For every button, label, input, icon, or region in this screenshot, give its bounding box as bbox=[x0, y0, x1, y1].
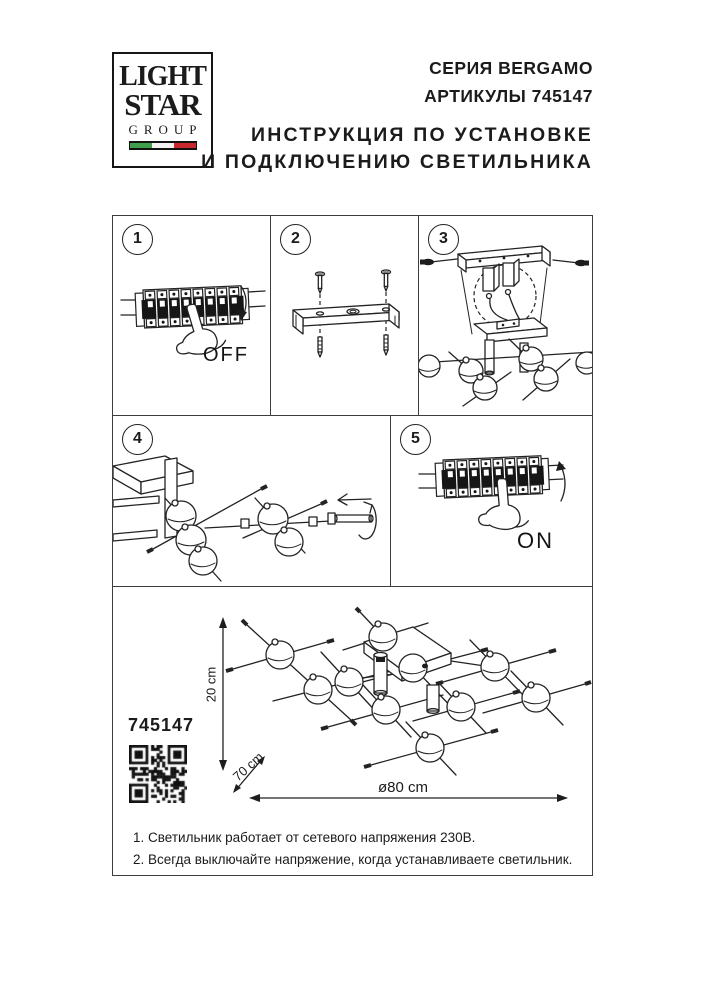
instruction-title-line2: И ПОДКЛЮЧЕНИЮ СВЕТИЛЬНИКА bbox=[201, 151, 593, 173]
header-block bbox=[201, 54, 593, 176]
depth-dimension-label: 70 cm bbox=[229, 749, 267, 784]
off-label: OFF bbox=[203, 344, 249, 366]
step-number-badge: 3 bbox=[428, 224, 459, 255]
lamp-spheres bbox=[166, 500, 303, 575]
height-dimension-label: 20 cm bbox=[203, 666, 219, 703]
canopy-icon bbox=[474, 318, 547, 342]
wire bbox=[509, 295, 520, 320]
diagram-panel bbox=[112, 586, 593, 876]
ceiling-bracket-icon bbox=[293, 304, 399, 334]
instruction-title bbox=[201, 122, 593, 176]
article-number: АРТИКУЛЫ 745147 bbox=[424, 86, 593, 106]
screw-icon bbox=[382, 270, 391, 291]
logo-star-text: STAR bbox=[124, 86, 201, 122]
logo-light-text: LIGHT bbox=[119, 61, 206, 92]
step-panel-3 bbox=[418, 215, 593, 416]
circuit-breaker-icon bbox=[435, 455, 550, 498]
detached-rod-icon bbox=[328, 513, 373, 524]
rod-assembly-drawing bbox=[113, 416, 390, 586]
chandelier-drawing bbox=[226, 608, 591, 775]
diameter-dimension-label: ø80 cm bbox=[377, 779, 428, 796]
step-panel-2 bbox=[270, 215, 419, 416]
note-line-1: 1. Светильник работает от сетевого напряжения 230В. bbox=[133, 830, 476, 845]
instruction-title-line1: ИНСТРУКЦИЯ ПО УСТАНОВКЕ bbox=[250, 124, 593, 146]
step-panel-4 bbox=[112, 415, 391, 587]
flag-green-segment bbox=[130, 143, 152, 148]
italian-flag-bar bbox=[129, 141, 197, 150]
dowel-icon bbox=[318, 337, 322, 357]
screw-icon bbox=[316, 272, 325, 293]
step-panel-1 bbox=[112, 215, 271, 416]
logo-group-text: GROUP bbox=[128, 122, 203, 138]
on-label: ON bbox=[517, 528, 554, 553]
article-number-label: 745147 bbox=[128, 715, 195, 735]
wire bbox=[490, 299, 507, 320]
step-number-badge: 4 bbox=[122, 424, 153, 455]
qr-code bbox=[129, 745, 187, 803]
flag-red-segment bbox=[174, 143, 196, 148]
step-number-badge: 1 bbox=[122, 224, 153, 255]
dowel-icon bbox=[384, 335, 388, 355]
note-line-2: 2. Всегда выключайте напряжение, когда устанавливаете светильник. bbox=[133, 852, 573, 867]
step-number-badge: 2 bbox=[280, 224, 311, 255]
step-number-badge: 5 bbox=[400, 424, 431, 455]
notes-block bbox=[133, 827, 583, 871]
lightstar-logo bbox=[112, 52, 213, 168]
flag-white-segment bbox=[152, 143, 174, 148]
step-panel-5 bbox=[390, 415, 593, 587]
series-title: СЕРИЯ BERGAMO bbox=[429, 58, 593, 78]
insert-arrow bbox=[339, 499, 371, 500]
